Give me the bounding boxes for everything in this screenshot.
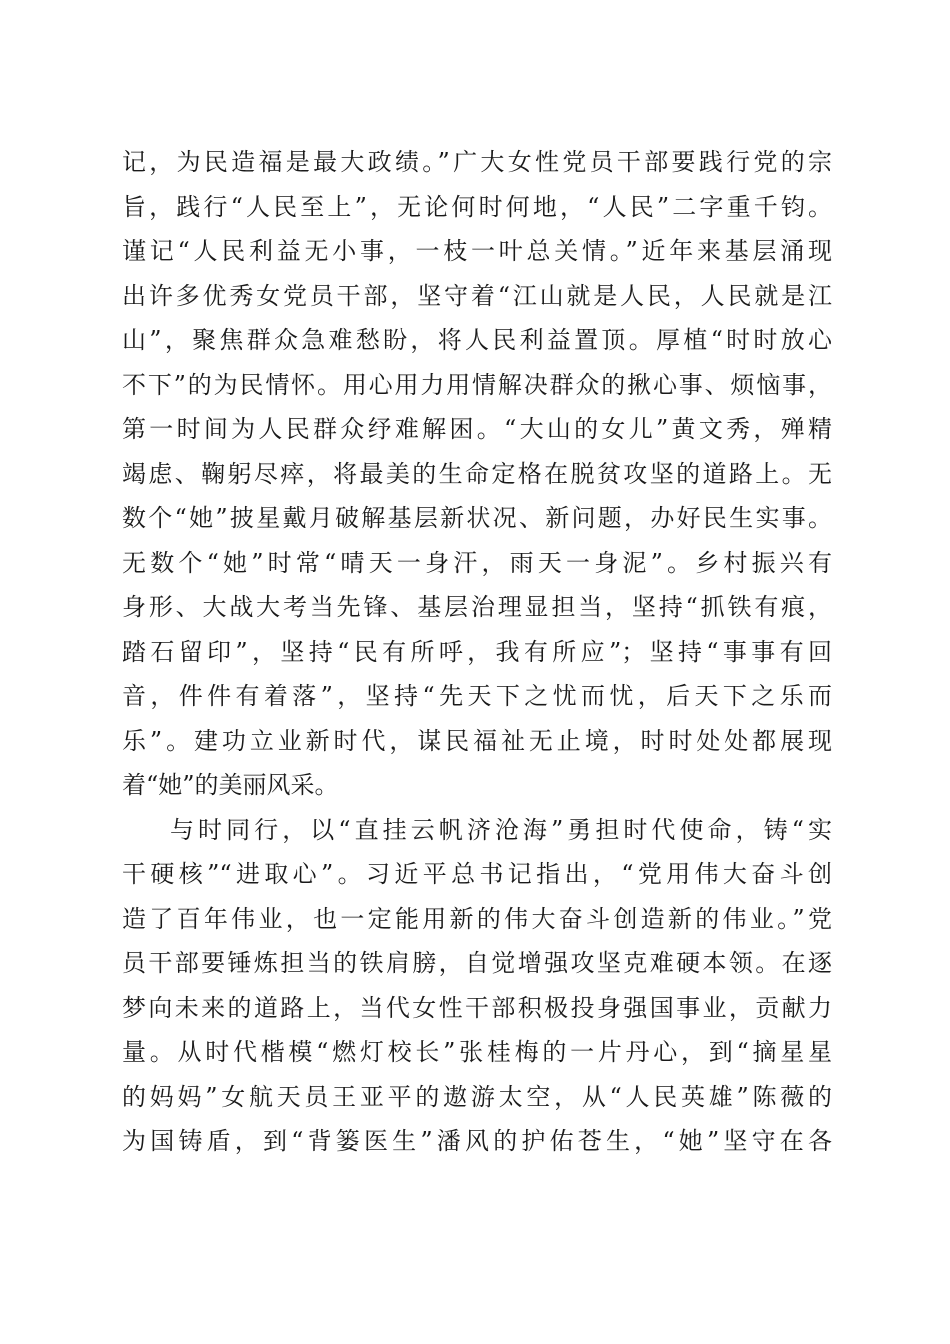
paragraph-2-line-6: 量。从时代楷模“燃灯校长”张桂梅的一片丹心，到“摘星星 bbox=[122, 1038, 832, 1066]
paragraph-1-line-7: 第一时间为人民群众纾难解困。“大山的女儿”黄文秀，殚精 bbox=[122, 415, 832, 443]
paragraph-1-line-6: 不下”的为民情怀。用心用力用情解决群众的揪心事、烦恼事， bbox=[122, 370, 832, 399]
paragraph-1-line-13: 音，件件有着落”，坚持“先天下之忧而忧，后天下之乐而 bbox=[122, 682, 832, 710]
paragraph-1-line-5: 山”，聚焦群众急难愁盼，将人民利益置顶。厚植“时时放心 bbox=[122, 326, 832, 354]
paragraph-2-line-4: 员干部要锤炼担当的铁肩膀，自觉增强攻坚克难硬本领。在逐 bbox=[122, 949, 832, 977]
paragraph-1-line-14: 乐”。建功立业新时代，谋民福祉无止境，时时处处都展现 bbox=[122, 726, 832, 755]
paragraph-2-line-5: 梦向未来的道路上，当代女性干部积极投身强国事业，贡献力 bbox=[122, 993, 832, 1022]
paragraph-1-line-12: 踏石留印”，坚持“民有所呼，我有所应”；坚持“事事有回 bbox=[122, 637, 832, 666]
paragraph-2-line-8: 为国铸盾，到“背篓医生”潘风的护佑苍生，“她”坚守在各 bbox=[122, 1127, 832, 1155]
paragraph-1-line-10: 无数个“她”时常“晴天一身汗，雨天一身泥”。乡村振兴有 bbox=[122, 548, 832, 577]
paragraph-1-line-11: 身形、大战大考当先锋、基层治理显担当，坚持“抓铁有痕， bbox=[122, 593, 832, 621]
paragraph-2-line-3: 造了百年伟业，也一定能用新的伟大奋斗创造新的伟业。”党 bbox=[122, 904, 832, 933]
paragraph-1-line-8: 竭虑、鞠躬尽瘁，将最美的生命定格在脱贫攻坚的道路上。无 bbox=[122, 459, 832, 488]
paragraph-1-line-4: 出许多优秀女党员干部，坚守着“江山就是人民，人民就是江 bbox=[122, 281, 832, 310]
paragraph-2-line-1: 与时同行，以“直挂云帆济沧海”勇担时代使命，铸“实 bbox=[170, 815, 832, 844]
paragraph-1-line-1: 记，为民造福是最大政绩。”广大女性党员干部要践行党的宗 bbox=[122, 148, 832, 176]
paragraph-2-line-2: 干硬核”“进取心”。习近平总书记指出，“党用伟大奋斗创 bbox=[122, 860, 832, 888]
paragraph-1-line-2: 旨，践行“人民至上”，无论何时何地，“人民”二字重千钧。 bbox=[122, 192, 832, 221]
paragraph-2-line-7: 的妈妈”女航天员王亚平的遨游太空，从“人民英雄”陈薇的 bbox=[122, 1082, 832, 1111]
document-body bbox=[122, 140, 832, 1164]
paragraph-1-line-3: 谨记“人民利益无小事，一枝一叶总关情。”近年来基层涌现 bbox=[122, 237, 832, 265]
paragraph-1-line-9: 数个“她”披星戴月破解基层新状况、新问题，办好民生实事。 bbox=[122, 504, 832, 532]
paragraph-1-line-15: 着“她”的美丽风采。 bbox=[122, 771, 339, 799]
